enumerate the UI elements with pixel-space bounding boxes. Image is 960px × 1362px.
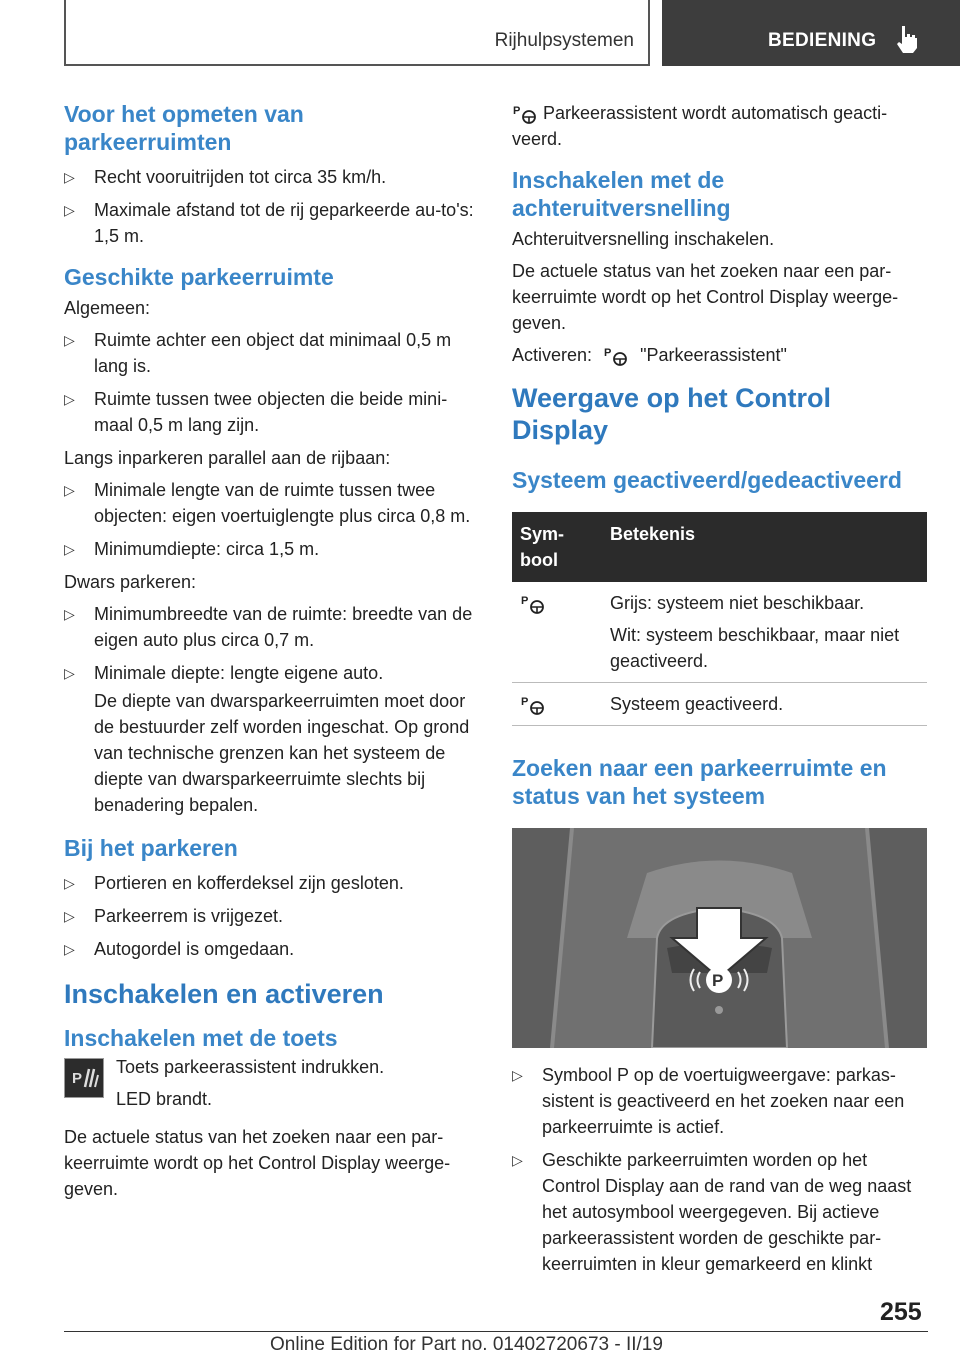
paragraph-langs: Langs inparkeren parallel aan de rijbaan: <box>64 448 391 468</box>
list-item: ▷ Symbool P op de voertuigweergave: parkas-sistent is geactiveerd en het zoeken naar een parkeerruimte is actief. <box>512 1062 927 1140</box>
list-item: ▷ Geschikte parkeerruimten worden op het Control Display aan de rand van de weg naast het autosymbool weergegeven. Bij actieve parkeerassistent worden de geschikte par-keerruimten in kleur gemarkeerd en klinkt <box>512 1147 927 1277</box>
table-header-symbol: Sym-bool <box>512 512 602 582</box>
control-display-illustration <box>512 828 927 1048</box>
heading-systeem-status: Systeem geactiveerd/gedeactiveerd <box>512 467 902 493</box>
list-opmeten <box>64 164 479 249</box>
list-item: ▷ Recht vooruitrijden tot circa 35 km/h. <box>64 164 479 190</box>
table-row <box>512 683 927 726</box>
list-bij-het-parkeren <box>64 870 479 962</box>
paragraph-automatisch <box>512 100 927 152</box>
paragraph-status: De actuele status van het zoeken naar een par-keerruimte wordt op het Control Display weerge-geven. <box>64 1127 451 1199</box>
list-algemeen <box>64 327 479 438</box>
list-item: ▷ Minimumdiepte: circa 1,5 m. <box>64 536 479 562</box>
list-item: ▷ Maximale afstand tot de rij geparkeerde au-to's: 1,5 m. <box>64 197 479 249</box>
page-header <box>0 0 960 66</box>
heading-inschakelen-en-activeren: Inschakelen en activeren <box>64 979 384 1009</box>
list-item: ▷ Minimale lengte van de ruimte tussen twee objecten: eigen voertuiglengte plus circa 0,8 m. <box>64 477 479 529</box>
header-chapter-title: BEDIENING <box>768 30 877 51</box>
text-automatisch: Parkeerassistent wordt automatisch geacti-veerd. <box>512 103 888 149</box>
paragraph-activeren <box>512 342 927 368</box>
table-cell-symbol <box>512 582 602 683</box>
list-langs <box>64 477 479 562</box>
paragraph-achteruit: Achteruitversnelling inschakelen. <box>512 229 775 249</box>
activeren-label: Activeren: <box>512 345 593 365</box>
park-assist-button-icon <box>64 1058 104 1098</box>
heading-zoeken: Zoeken naar een parkeerruimte en status van het systeem <box>512 755 887 809</box>
heading-weergave: Weergave op het Control Display <box>512 383 832 445</box>
svg-text:P: P <box>521 696 529 709</box>
paragraph-status-right: De actuele status van het zoeken naar een par-keerruimte wordt op het Control Display weerge-geven. <box>512 261 899 333</box>
table-header-meaning: Betekenis <box>602 512 927 582</box>
toets-block <box>64 1054 479 1112</box>
paragraph-toets: Toets parkeerassistent indrukken. <box>116 1057 385 1077</box>
table-cell-meaning: Systeem geactiveerd. <box>602 683 927 726</box>
meaning-white: Wit: systeem beschikbaar, maar niet geactiveerd. <box>610 625 900 671</box>
car-illustration <box>512 828 927 1048</box>
paragraph-led: LED brandt. <box>116 1089 213 1109</box>
pointing-hand-icon <box>894 24 920 54</box>
svg-text:P: P <box>604 347 612 360</box>
meaning-grey: Grijs: systeem niet beschikbaar. <box>610 593 865 613</box>
header-section-box <box>64 0 650 66</box>
symbol-table <box>512 512 927 726</box>
list-dwars <box>64 601 479 686</box>
table-row <box>512 582 927 683</box>
right-column <box>512 100 927 1284</box>
svg-text:P: P <box>521 595 529 608</box>
list-item: ▷ Parkeerrem is vrijgezet. <box>64 903 479 929</box>
list-item: ▷ Portieren en kofferdeksel zijn gesloten. <box>64 870 479 896</box>
header-section-title: Rijhulpsystemen <box>494 30 634 51</box>
heading-inschakelen-achteruit: Inschakelen met de achteruitversnelling <box>512 167 731 221</box>
paragraph-dwars-note: De diepte van dwarsparkeerruimten moet door de bestuurder zelf worden ingeschat. Op grond van technische grenzen kan het systeem de diepte van dwarsparkeerruimte slechts bij benadering bepalen. <box>94 691 470 815</box>
table-header-row <box>512 512 927 582</box>
park-assist-symbol-icon <box>512 103 538 125</box>
heading-inschakelen-met-toets: Inschakelen met de toets <box>64 1025 338 1051</box>
park-assist-symbol-icon <box>520 593 546 615</box>
left-column <box>64 100 479 1208</box>
park-assist-symbol-icon <box>603 345 629 367</box>
heading-opmeten: Voor het opmeten van parkeerruimten <box>64 101 304 155</box>
list-item: ▷ Ruimte tussen twee objecten die beide mini-maal 0,5 m lang zijn. <box>64 386 479 438</box>
heading-bij-het-parkeren: Bij het parkeren <box>64 835 238 861</box>
list-item: ▷ Ruimte achter een object dat minimaal 0,5 m lang is. <box>64 327 479 379</box>
list-item: ▷ Minimumbreedte van de ruimte: breedte van de eigen auto plus circa 0,7 m. <box>64 601 479 653</box>
page-number: 255 <box>880 1298 922 1326</box>
svg-text:P: P <box>513 105 521 118</box>
paragraph-dwars: Dwars parkeren: <box>64 572 197 592</box>
heading-geschikte-parkeerruimte: Geschikte parkeerruimte <box>64 264 334 290</box>
svg-text:P: P <box>72 1070 83 1087</box>
list-item: ▷ Autogordel is omgedaan. <box>64 936 479 962</box>
table-cell-meaning <box>602 582 927 683</box>
header-chapter-box <box>662 0 960 66</box>
svg-text:P: P <box>712 971 724 990</box>
footer-divider <box>64 1331 928 1332</box>
table-cell-symbol <box>512 683 602 726</box>
park-assist-active-icon <box>520 694 546 716</box>
list-item: ▷ Minimale diepte: lengte eigene auto. <box>64 660 479 686</box>
list-zoeken <box>512 1062 927 1277</box>
footer-text: Online Edition for Part no. 01402720673 - II/19 <box>270 1334 663 1355</box>
paragraph-algemeen: Algemeen: <box>64 298 151 318</box>
activeren-value: "Parkeerassistent" <box>640 345 787 365</box>
